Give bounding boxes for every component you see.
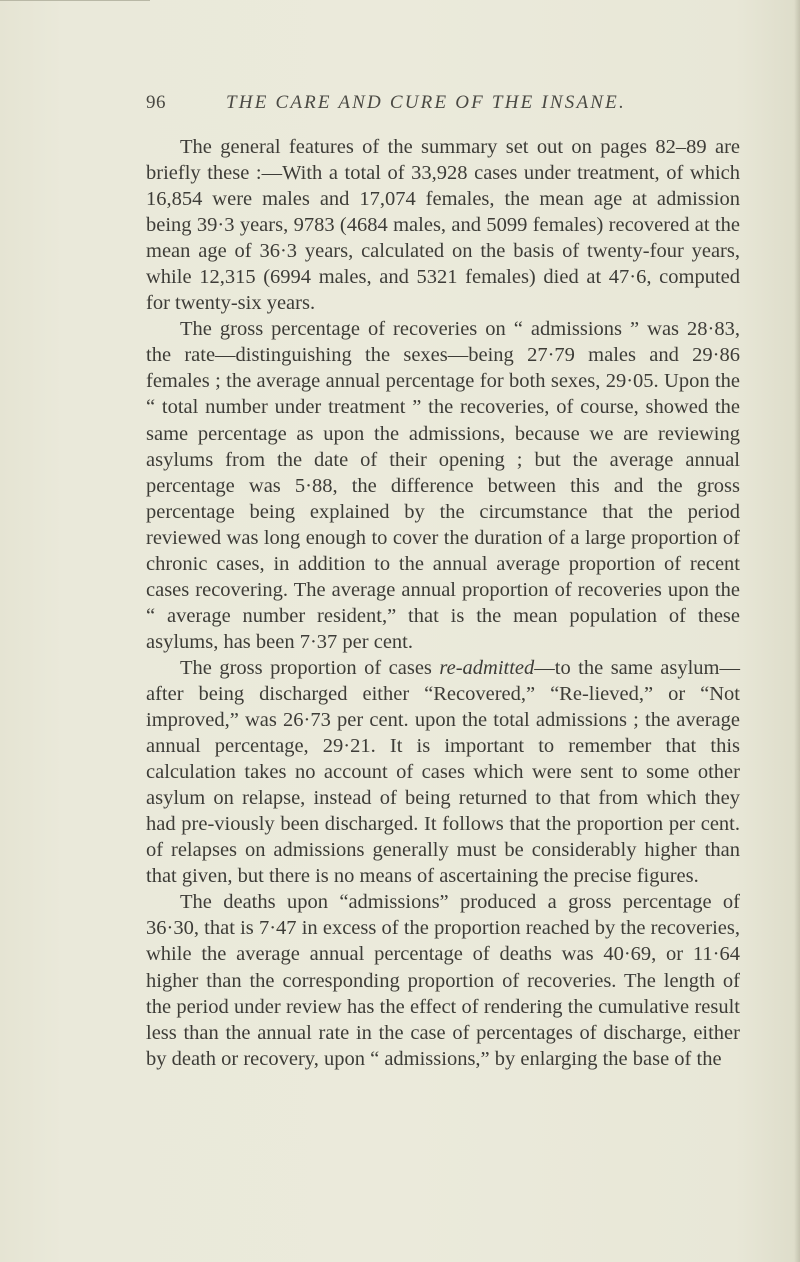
paragraph-readmitted-lead: The gross proportion of cases <box>180 656 440 679</box>
page-edge-shadow <box>794 0 800 1262</box>
body-text <box>146 134 740 1072</box>
page-number: 96 <box>146 92 166 113</box>
paragraph-deaths: The deaths upon “admissions” produced a gross percentage of 36·30, that is 7·47 in excess of the proportion reached by the recoveries, while the average annual percentage of deaths was 40·69, or 11·64 higher than the corresponding proportion of recoveries. The length of the period under review has the effect of rendering the cumulative result less than the annual rate in the case of percentages of discharge, either by death or recovery, upon “ admissions,” by enlarging the base of the <box>146 891 740 1070</box>
paragraph-readmitted-rest: —to the same asylum—after being discharged either “Recovered,” “Re-lieved,” or “Not improved,” was 26·73 per cent. upon the total admissions ; the average annual percentage, 29·21. It is important to remember that this calculation takes no account of cases which were sent to some other asylum on relapse, instead of being returned to that from which they had pre-viously been discharged. It follows that the proportion per cent. of relapses on admissions generally must be considerably higher than that given, but there is no means of ascertaining the precise figures. <box>146 656 740 888</box>
paragraph-recoveries: The gross percentage of recoveries on “ admissions ” was 28·83, the rate—distinguishing the sexes—being 27·79 males and 29·86 females ; the average annual percentage for both sexes, 29·05. Upon the “ total number under treatment ” the recoveries, of course, showed the same percentage as upon the admissions, because we are reviewing asylums from the date of their opening ; but the average annual percentage was 5·88, the difference between this and the gross percentage being explained by the circumstance that the period reviewed was long enough to cover the duration of a large proportion of chronic cases, in addition to the annual average proportion of recent cases recovering. The average annual proportion of recoveries upon the “ average number resident,” that is the mean population of these asylums, has been 7·37 per cent. <box>146 318 740 653</box>
page-edge-line <box>0 0 150 1</box>
paragraph-summary: The general features of the summary set out on pages 82–89 are briefly these :—With a total of 33,928 cases under treatment, of which 16,854 were males and 17,074 females, the mean age at admission being 39·3 years, 9783 (4684 males, and 5099 females) recovered at the mean age of 36·3 years, calculated on the basis of twenty-four years, while 12,315 (6994 males, and 5321 females) died at 47·6, computed for twenty-six years. <box>146 136 740 315</box>
paragraph-readmitted <box>146 655 740 889</box>
page-header <box>146 92 740 118</box>
readmitted-emphasis: re-admitted <box>439 656 535 679</box>
running-head: THE CARE AND CURE OF THE INSANE. <box>226 92 626 113</box>
